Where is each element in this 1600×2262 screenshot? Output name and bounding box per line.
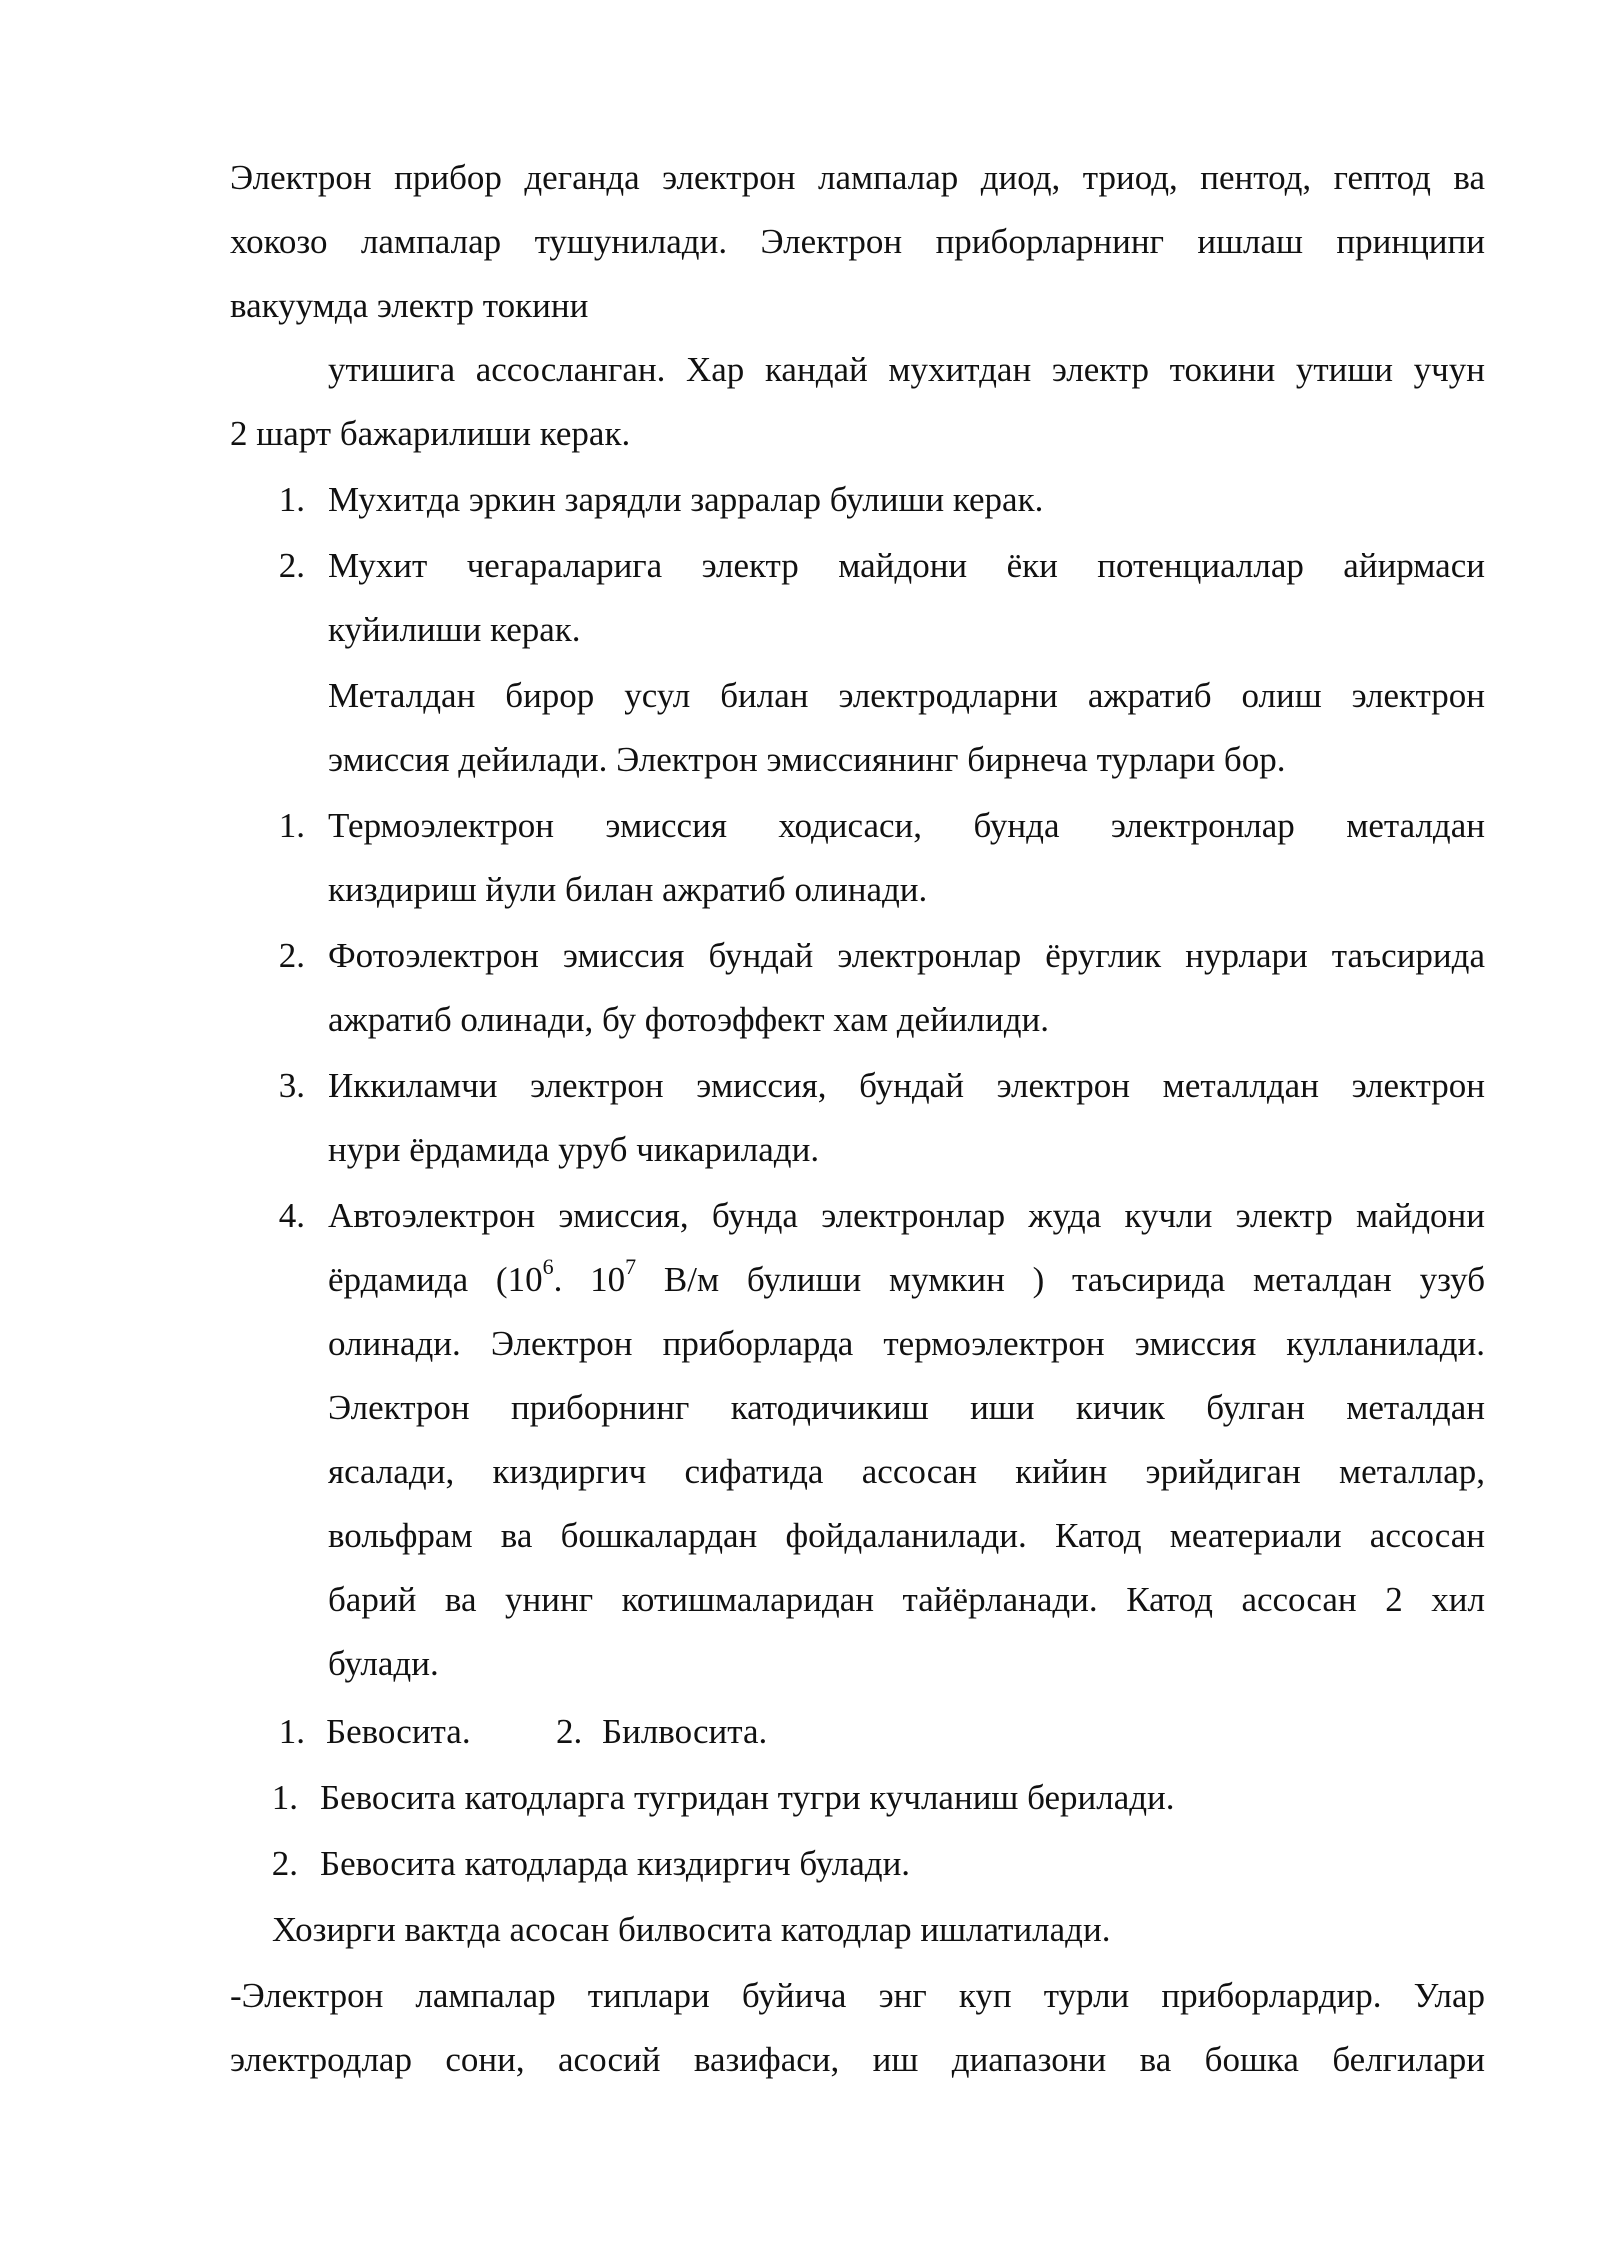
list-item-continuation: киздириш йули билан ажратиб олинади.: [328, 870, 928, 909]
list-item-continuation: барий ва унинг котишмаларидан тайёрланади. Катод ассосан 2 хил: [328, 1580, 1485, 1619]
list-item: Бевосита катодларга тугридан тугри кучланиш берилади.: [320, 1778, 1175, 1817]
paragraph-line: электродлар сони, асосий вазифаси, иш диапазони ва бошка белгилари: [230, 2040, 1485, 2079]
list-item: Иккиламчи электрон эмиссия, бундай электрон металлдан электрон: [328, 1066, 1485, 1105]
list-number: 2.: [556, 1712, 583, 1751]
list-item-continuation: Электрон приборнинг катодичикиш иши кичик булган металдан: [328, 1388, 1485, 1427]
paragraph-line: хокозо лампалар тушунилади. Электрон приборларнинг ишлаш принципи: [230, 222, 1485, 261]
list-number: 4.: [278, 1196, 305, 1235]
paragraph-line: -Электрон лампалар типлари буйича энг куп турли приборлардир. Улар: [230, 1976, 1485, 2015]
list-item: Фотоэлектрон эмиссия бундай электронлар ёруглик нурлари таъсирида: [328, 936, 1485, 975]
paragraph-line: Хозирги вактда асосан билвосита катодлар ишлатилади.: [272, 1910, 1111, 1949]
superscript: 7: [625, 1254, 637, 1280]
list-item: Термоэлектрон эмиссия ходисаси, бунда электронлар металдан: [328, 806, 1485, 845]
list-item-continuation: ажратиб олинади, бу фотоэффект хам дейилиди.: [328, 1000, 1050, 1039]
formula-text: . 10: [553, 1260, 626, 1299]
paragraph-line: эмиссия дейилади. Электрон эмиссиянинг бирнеча турлари бор.: [328, 740, 1286, 779]
paragraph-line: 2 шарт бажарилиши керак.: [230, 414, 631, 453]
list-item-continuation: [328, 1248, 1485, 1312]
superscript: 6: [542, 1254, 554, 1280]
formula-text: ёрдамида (10: [328, 1260, 543, 1299]
list-item-continuation: булади.: [328, 1644, 439, 1683]
list-number: 1.: [278, 1712, 305, 1751]
formula-text: В/м булиши мумкин ) таъсирида металдан узуб: [636, 1260, 1486, 1299]
list-number: 1.: [278, 806, 305, 845]
list-number: 2.: [278, 936, 305, 975]
list-item-continuation: олинади. Электрон приборларда термоэлектрон эмиссия кулланилади.: [328, 1324, 1485, 1363]
list-item: Билвосита.: [602, 1712, 768, 1751]
list-item: Мухит чегараларига электр майдони ёки потенциаллар айирмаси: [328, 546, 1485, 585]
list-item-continuation: ясалади, киздиргич сифатида ассосан кийин эрийдиган металлар,: [328, 1452, 1485, 1491]
list-item: Мухитда эркин зарядли зарралар булиши керак.: [328, 480, 1044, 519]
paragraph-line: утишига ассосланган. Хар кандай мухитдан электр токини утиши учун: [328, 350, 1485, 389]
list-number: 1.: [271, 1778, 298, 1817]
list-item: Бевосита.: [326, 1712, 471, 1751]
paragraph-line: Электрон прибор деганда электрон лампалар диод, триод, пентод, гептод ва: [230, 158, 1485, 197]
list-item-continuation: вольфрам ва бошкалардан фойдаланилади. Катод меатериали ассосан: [328, 1516, 1485, 1555]
list-number: 1.: [278, 480, 305, 519]
list-item: Автоэлектрон эмиссия, бунда электронлар жуда кучли электр майдони: [328, 1196, 1485, 1235]
list-item-continuation: нури ёрдамида уруб чикарилади.: [328, 1130, 820, 1169]
list-item: Бевосита катодларда киздиргич булади.: [320, 1844, 911, 1883]
paragraph-line: Металдан бирор усул билан электродларни ажратиб олиш электрон: [328, 676, 1485, 715]
list-number: 2.: [278, 546, 305, 585]
list-number: 2.: [271, 1844, 298, 1883]
paragraph-line: вакуумда электр токини: [230, 286, 589, 325]
list-number: 3.: [278, 1066, 305, 1105]
list-item-continuation: куйилиши керак.: [328, 610, 581, 649]
